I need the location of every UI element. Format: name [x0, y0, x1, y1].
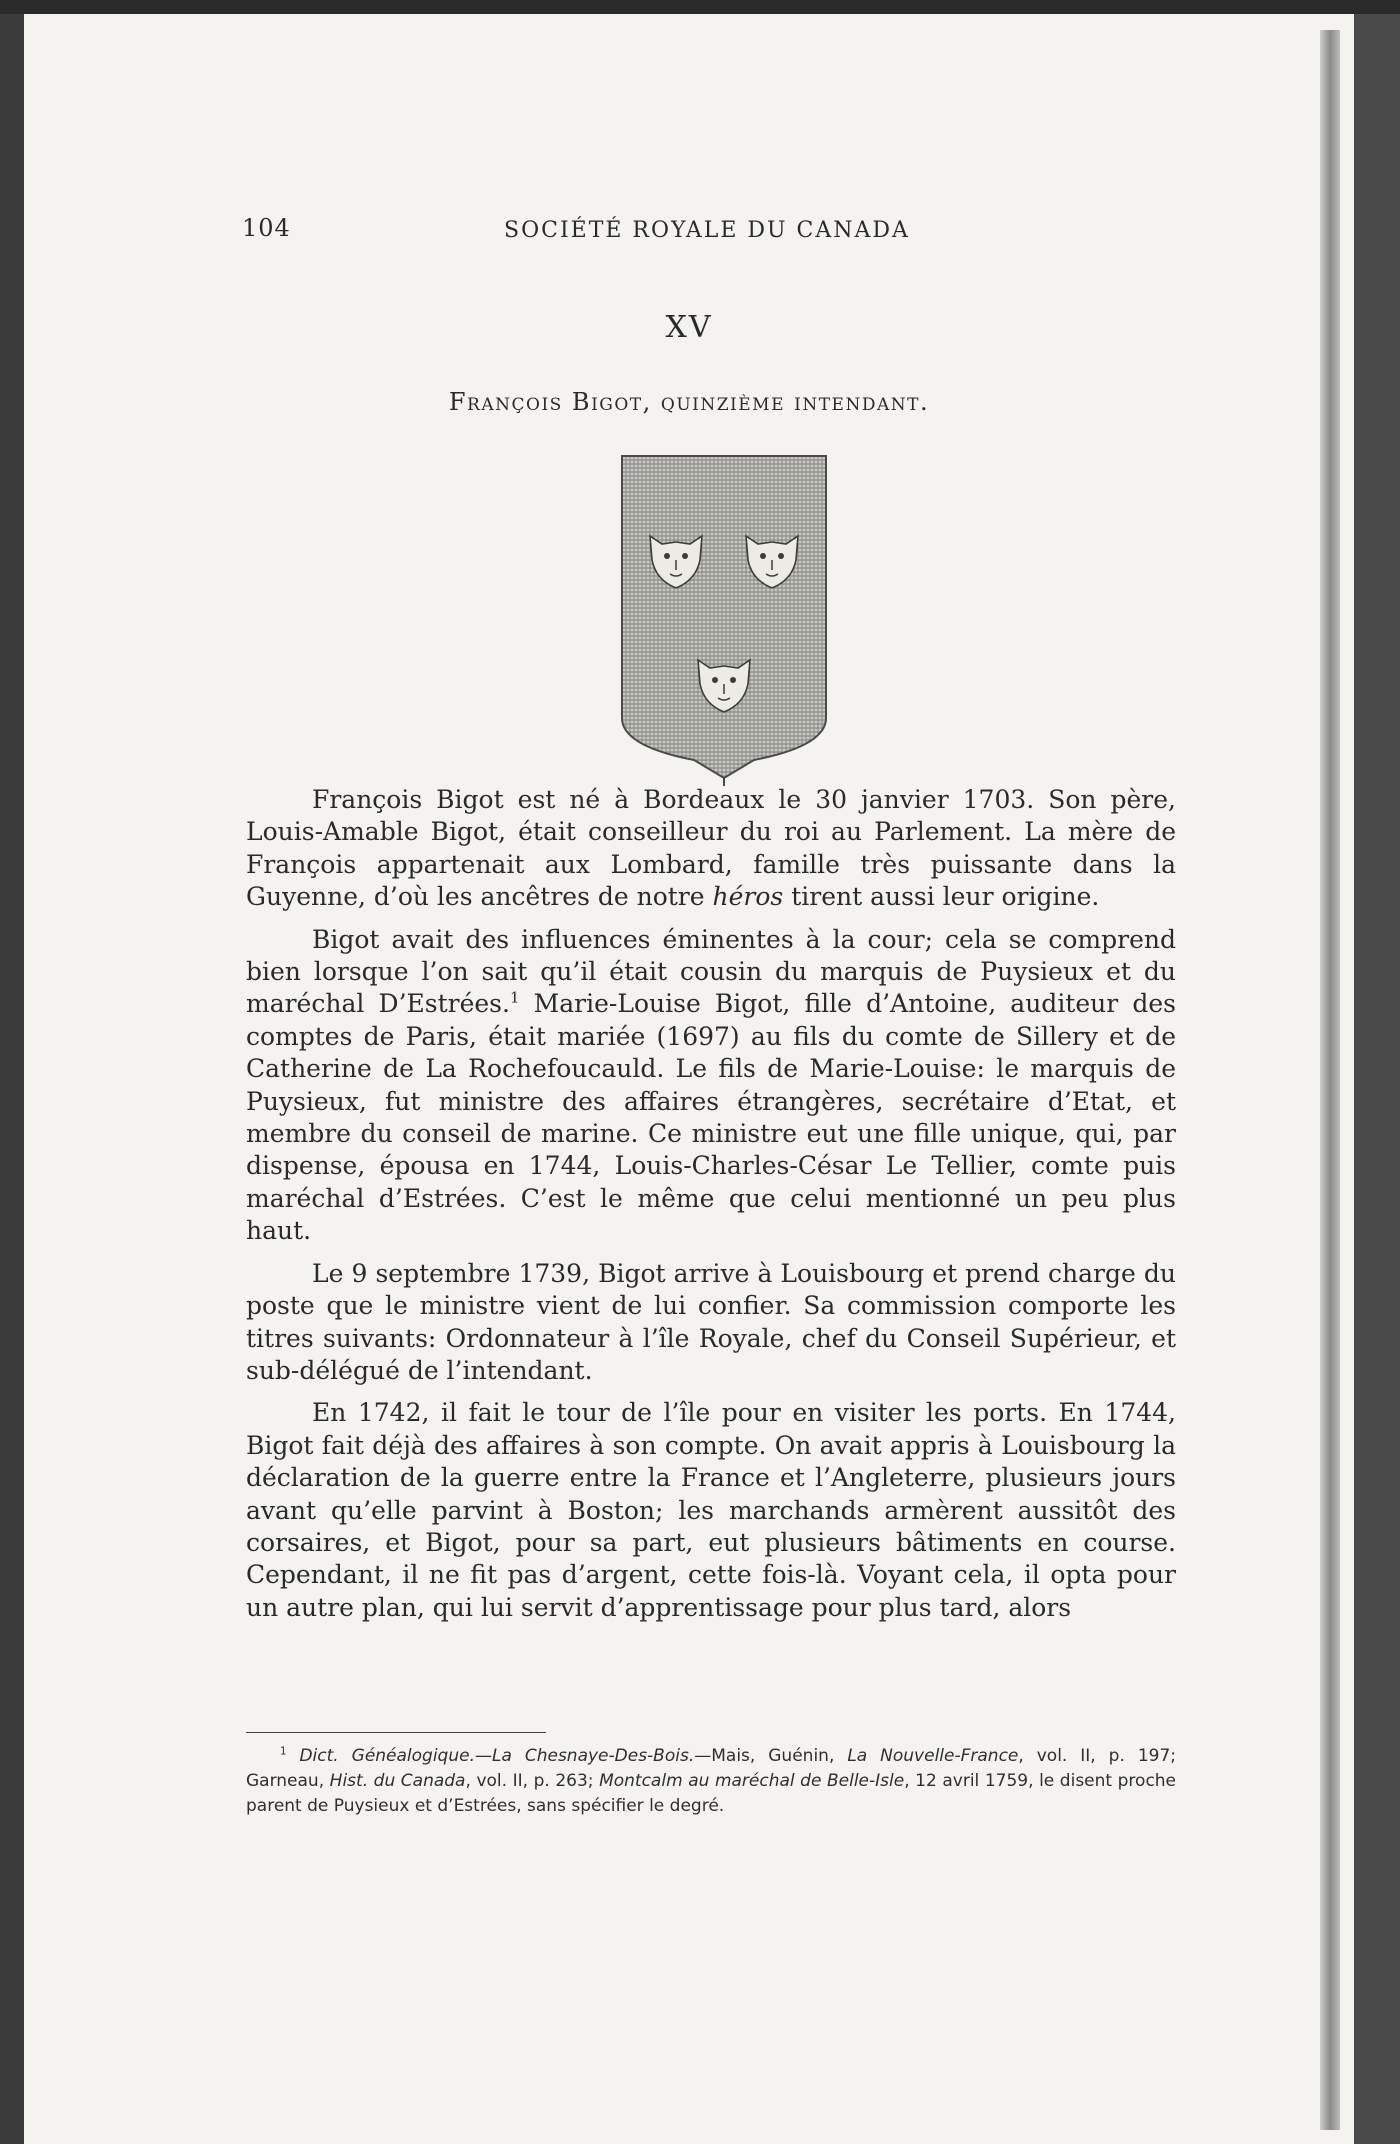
footnote-text [246, 1744, 1176, 1819]
coat-of-arms [604, 446, 844, 786]
scan-border-top [0, 0, 1400, 14]
paragraph-text: tirent aussi leur origine. [783, 882, 1100, 912]
footnote-span: —Mais, Guénin, [694, 1746, 848, 1766]
paragraph-text: Bigot avait des influences éminentes à la cour; cela se comprend bien lorsque l’on sait qu’il était cousin du marquis de Puysieux et du maréchal D’Estrées. [246, 924, 1176, 1019]
footnote-divider [246, 1732, 546, 1733]
paragraph-text: Marie-Louise Bigot, fille d’Antoine, auditeur des comptes de Paris, était mariée (1697) au fils du comte de Sillery et de Catherine de La Rochefoucauld. Le fils de Marie-Louise: le marquis de Puysieux, fut ministre des affaires étrangères, secrétaire d’Etat, et membre du conseil de marine. Ce ministre eut une fille unique, qui, par dispense, épousa en 1744, Louis-Charles-César Le Tellier, comte puis maréchal d’Estrées. C’est le même que celui mentionné un peu plus haut. [246, 989, 1176, 1246]
paragraph-text: En 1742, il fait le tour de l’île pour en visiter les ports. En 1744, Bigot fait déjà des affaires à son compte. On avait appris à Louisbourg la déclaration de la guerre entre la France et l’Angleterre, plusieurs jours avant qu’elle parvint à Boston; les marchands armèrent aussitôt des corsaires, et Bigot, pour sa part, eut plusieurs bâtiments en course. Cependant, il ne fit pas d’argent, cette fois-là. Voyant cela, il opta pour un autre plan, qui lui servit d’apprentissage pour plus tard, alors [246, 1398, 1176, 1622]
running-title: SOCIÉTÉ ROYALE DU CANADA [504, 218, 910, 243]
footnote-reference: 1 [509, 989, 520, 1008]
paragraph [246, 1258, 1176, 1388]
footnote-marker: 1 [280, 1746, 287, 1758]
book-page [24, 14, 1354, 2144]
emphasis-text: héros [712, 882, 784, 912]
section-number: XV [665, 310, 713, 345]
footnote-span: , vol. II, p. 197; Garneau, [246, 1746, 1176, 1791]
body-text [246, 784, 1176, 1624]
page-number: 104 [242, 214, 291, 242]
heraldic-shield-three-leopard-faces-icon [604, 446, 844, 786]
footnote-citation: Montcalm au maréchal de Belle-Isle [599, 1771, 905, 1791]
footnote [246, 1744, 1176, 1819]
footnote-span: , 12 avril 1759, le disent proche parent de Puysieux et d’Estrées, sans spécifier le degré. [246, 1771, 1177, 1816]
footnote-citation: Dict. Généalogique.—La Chesnaye-Des-Bois. [299, 1746, 695, 1766]
paragraph [246, 784, 1176, 914]
chapter-title: François Bigot, quinzième intendant. [448, 388, 930, 416]
running-head [24, 214, 1354, 264]
footnote-citation: Hist. du Canada [329, 1771, 466, 1791]
paragraph [246, 924, 1176, 1248]
paragraph-text: François Bigot est né à Bordeaux le 30 janvier 1703. Son père, Louis-Amable Bigot, était conseilleur du roi au Parlement. La mère de François appartenait aux Lombard, famille très puissante dans la Guyenne, d’où les ancêtres de notre [246, 785, 1176, 912]
scan-border-right [1354, 14, 1400, 2144]
footnote-span: , vol. II, p. 263; [465, 1771, 600, 1791]
page-edge-shadow [1320, 30, 1340, 2130]
paragraph-text: Le 9 septembre 1739, Bigot arrive à Louisbourg et prend charge du poste que le ministre vient de lui confier. Sa commission comporte les titres suivants: Ordonnateur à l’île Royale, chef du Conseil Supérieur, et sub-délégué de l’intendant. [246, 1258, 1176, 1385]
footnote-citation: La Nouvelle-France [847, 1746, 1019, 1766]
paragraph [246, 1397, 1176, 1624]
